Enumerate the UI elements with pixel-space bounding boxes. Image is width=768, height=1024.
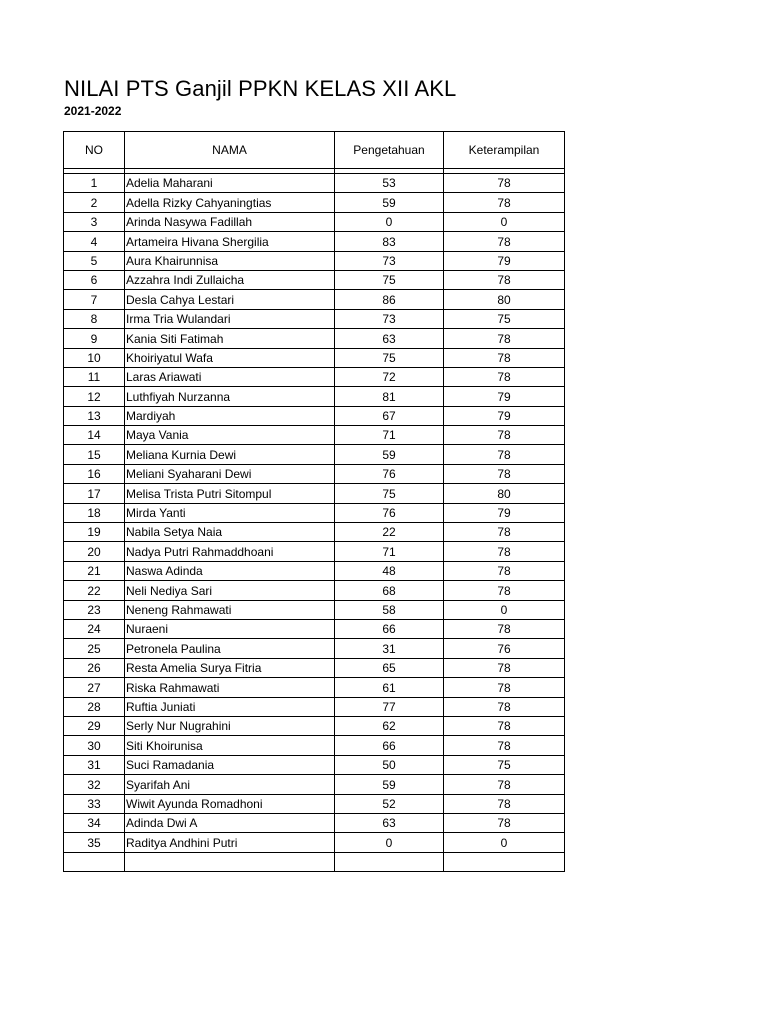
row-nama: Raditya Andhini Putri	[125, 833, 335, 852]
row-no: 11	[64, 367, 125, 386]
row-no: 24	[64, 619, 125, 638]
table-row	[64, 329, 565, 348]
table-row	[64, 600, 565, 619]
row-no	[64, 852, 125, 871]
row-pengetahuan: 53	[335, 174, 444, 193]
row-no: 6	[64, 270, 125, 289]
row-no: 10	[64, 348, 125, 367]
row-no: 15	[64, 445, 125, 464]
row-nama: Mirda Yanti	[125, 503, 335, 522]
row-pengetahuan: 61	[335, 678, 444, 697]
row-pengetahuan: 63	[335, 813, 444, 832]
row-nama: Irma Tria Wulandari	[125, 309, 335, 328]
row-pengetahuan: 76	[335, 503, 444, 522]
table-row	[64, 813, 565, 832]
row-no: 16	[64, 464, 125, 483]
row-nama: Syarifah Ani	[125, 775, 335, 794]
row-no: 28	[64, 697, 125, 716]
row-no: 1	[64, 174, 125, 193]
row-nama: Nadya Putri Rahmaddhoani	[125, 542, 335, 561]
row-keterampilan: 78	[444, 794, 565, 813]
header-pengetahuan: Pengetahuan	[335, 132, 444, 169]
row-nama: Meliana Kurnia Dewi	[125, 445, 335, 464]
row-pengetahuan: 75	[335, 348, 444, 367]
table-row	[64, 426, 565, 445]
row-nama: Naswa Adinda	[125, 561, 335, 580]
table-row	[64, 697, 565, 716]
table-row	[64, 367, 565, 386]
row-pengetahuan: 71	[335, 426, 444, 445]
row-keterampilan: 78	[444, 329, 565, 348]
row-pengetahuan: 83	[335, 232, 444, 251]
table-row	[64, 736, 565, 755]
row-keterampilan: 0	[444, 600, 565, 619]
row-pengetahuan: 86	[335, 290, 444, 309]
table-row	[64, 193, 565, 212]
row-nama: Ruftia Juniati	[125, 697, 335, 716]
row-nama: Siti Khoirunisa	[125, 736, 335, 755]
row-nama: Arinda Nasywa Fadillah	[125, 212, 335, 231]
school-year: 2021-2022	[64, 104, 122, 118]
row-no: 31	[64, 755, 125, 774]
row-no: 26	[64, 658, 125, 677]
table-row	[64, 503, 565, 522]
row-nama: Meliani Syaharani Dewi	[125, 464, 335, 483]
row-nama: Petronela Paulina	[125, 639, 335, 658]
header-nama: NAMA	[125, 132, 335, 169]
row-pengetahuan: 66	[335, 619, 444, 638]
row-keterampilan: 78	[444, 581, 565, 600]
row-pengetahuan	[335, 852, 444, 871]
row-nama: Riska Rahmawati	[125, 678, 335, 697]
row-keterampilan: 78	[444, 619, 565, 638]
table-row	[64, 561, 565, 580]
row-nama: Laras Ariawati	[125, 367, 335, 386]
row-keterampilan: 80	[444, 484, 565, 503]
row-pengetahuan: 50	[335, 755, 444, 774]
row-no: 3	[64, 212, 125, 231]
row-keterampilan: 78	[444, 523, 565, 542]
table-row	[64, 755, 565, 774]
row-keterampilan: 0	[444, 833, 565, 852]
row-pengetahuan: 66	[335, 736, 444, 755]
table-row	[64, 406, 565, 425]
row-keterampilan: 75	[444, 755, 565, 774]
row-nama: Maya Vania	[125, 426, 335, 445]
row-no: 25	[64, 639, 125, 658]
table-row	[64, 678, 565, 697]
row-keterampilan: 76	[444, 639, 565, 658]
row-nama: Neli Nediya Sari	[125, 581, 335, 600]
row-no: 9	[64, 329, 125, 348]
table-row	[64, 464, 565, 483]
row-keterampilan: 78	[444, 775, 565, 794]
row-nama: Adelia Maharani	[125, 174, 335, 193]
row-no: 14	[64, 426, 125, 445]
row-keterampilan: 78	[444, 736, 565, 755]
row-pengetahuan: 75	[335, 484, 444, 503]
row-keterampilan: 79	[444, 503, 565, 522]
row-no: 35	[64, 833, 125, 852]
table-row	[64, 290, 565, 309]
row-pengetahuan: 31	[335, 639, 444, 658]
table-row	[64, 232, 565, 251]
row-nama: Azzahra Indi Zullaicha	[125, 270, 335, 289]
row-pengetahuan: 0	[335, 212, 444, 231]
row-pengetahuan: 67	[335, 406, 444, 425]
row-pengetahuan: 59	[335, 193, 444, 212]
row-keterampilan: 78	[444, 464, 565, 483]
table-row	[64, 484, 565, 503]
table-row	[64, 716, 565, 735]
row-keterampilan: 78	[444, 542, 565, 561]
row-pengetahuan: 71	[335, 542, 444, 561]
row-keterampilan: 78	[444, 232, 565, 251]
row-keterampilan: 78	[444, 658, 565, 677]
table-header-row	[64, 132, 565, 169]
row-keterampilan: 78	[444, 678, 565, 697]
table-row	[64, 794, 565, 813]
row-nama	[125, 852, 335, 871]
row-keterampilan: 78	[444, 270, 565, 289]
header-no: NO	[64, 132, 125, 169]
row-no: 7	[64, 290, 125, 309]
table-row	[64, 387, 565, 406]
row-pengetahuan: 72	[335, 367, 444, 386]
grades-table	[63, 131, 565, 872]
row-pengetahuan: 73	[335, 309, 444, 328]
table-row	[64, 309, 565, 328]
row-keterampilan: 78	[444, 813, 565, 832]
row-nama: Adinda Dwi A	[125, 813, 335, 832]
row-pengetahuan: 81	[335, 387, 444, 406]
row-pengetahuan: 77	[335, 697, 444, 716]
row-pengetahuan: 59	[335, 445, 444, 464]
table-row	[64, 581, 565, 600]
table-body	[64, 169, 565, 872]
row-nama: Suci Ramadania	[125, 755, 335, 774]
row-no: 17	[64, 484, 125, 503]
row-keterampilan	[444, 852, 565, 871]
row-keterampilan: 78	[444, 193, 565, 212]
row-nama: Nuraeni	[125, 619, 335, 638]
row-pengetahuan: 52	[335, 794, 444, 813]
row-nama: Serly Nur Nugrahini	[125, 716, 335, 735]
row-keterampilan: 78	[444, 561, 565, 580]
row-no: 30	[64, 736, 125, 755]
table-row	[64, 348, 565, 367]
row-nama: Neneng Rahmawati	[125, 600, 335, 619]
row-pengetahuan: 59	[335, 775, 444, 794]
row-no: 34	[64, 813, 125, 832]
row-no: 8	[64, 309, 125, 328]
row-no: 12	[64, 387, 125, 406]
table-row	[64, 658, 565, 677]
row-pengetahuan: 63	[335, 329, 444, 348]
table-row	[64, 251, 565, 270]
row-pengetahuan: 48	[335, 561, 444, 580]
row-no: 20	[64, 542, 125, 561]
row-pengetahuan: 58	[335, 600, 444, 619]
table-row	[64, 852, 565, 871]
row-nama: Khoiriyatul Wafa	[125, 348, 335, 367]
table-row	[64, 542, 565, 561]
row-pengetahuan: 65	[335, 658, 444, 677]
row-no: 33	[64, 794, 125, 813]
row-pengetahuan: 62	[335, 716, 444, 735]
row-no: 4	[64, 232, 125, 251]
table-row	[64, 212, 565, 231]
row-keterampilan: 78	[444, 426, 565, 445]
row-keterampilan: 75	[444, 309, 565, 328]
table-row	[64, 523, 565, 542]
row-no: 2	[64, 193, 125, 212]
row-nama: Adella Rizky Cahyaningtias	[125, 193, 335, 212]
header-keterampilan: Keterampilan	[444, 132, 565, 169]
row-nama: Aura Khairunnisa	[125, 251, 335, 270]
table-row	[64, 775, 565, 794]
row-keterampilan: 79	[444, 406, 565, 425]
row-nama: Kania Siti Fatimah	[125, 329, 335, 348]
row-pengetahuan: 76	[335, 464, 444, 483]
row-keterampilan: 78	[444, 348, 565, 367]
row-keterampilan: 78	[444, 697, 565, 716]
table-row	[64, 174, 565, 193]
row-nama: Wiwit Ayunda Romadhoni	[125, 794, 335, 813]
table-row	[64, 639, 565, 658]
row-keterampilan: 78	[444, 174, 565, 193]
row-pengetahuan: 0	[335, 833, 444, 852]
table-row	[64, 270, 565, 289]
row-pengetahuan: 73	[335, 251, 444, 270]
row-no: 23	[64, 600, 125, 619]
row-nama: Artameira Hivana Shergilia	[125, 232, 335, 251]
row-nama: Nabila Setya Naia	[125, 523, 335, 542]
row-nama: Luthfiyah Nurzanna	[125, 387, 335, 406]
row-keterampilan: 80	[444, 290, 565, 309]
row-keterampilan: 78	[444, 367, 565, 386]
row-nama: Mardiyah	[125, 406, 335, 425]
page-title: NILAI PTS Ganjil PPKN KELAS XII AKL	[64, 76, 457, 101]
row-no: 21	[64, 561, 125, 580]
row-nama: Desla Cahya Lestari	[125, 290, 335, 309]
row-keterampilan: 0	[444, 212, 565, 231]
row-nama: Resta Amelia Surya Fitria	[125, 658, 335, 677]
row-nama: Melisa Trista Putri Sitompul	[125, 484, 335, 503]
row-pengetahuan: 75	[335, 270, 444, 289]
row-no: 18	[64, 503, 125, 522]
row-keterampilan: 78	[444, 445, 565, 464]
row-no: 19	[64, 523, 125, 542]
table-row	[64, 445, 565, 464]
row-keterampilan: 79	[444, 251, 565, 270]
row-keterampilan: 78	[444, 716, 565, 735]
table-row	[64, 833, 565, 852]
table-row	[64, 619, 565, 638]
row-no: 22	[64, 581, 125, 600]
row-no: 27	[64, 678, 125, 697]
row-no: 13	[64, 406, 125, 425]
row-no: 32	[64, 775, 125, 794]
row-no: 29	[64, 716, 125, 735]
row-no: 5	[64, 251, 125, 270]
row-pengetahuan: 68	[335, 581, 444, 600]
row-pengetahuan: 22	[335, 523, 444, 542]
row-keterampilan: 79	[444, 387, 565, 406]
